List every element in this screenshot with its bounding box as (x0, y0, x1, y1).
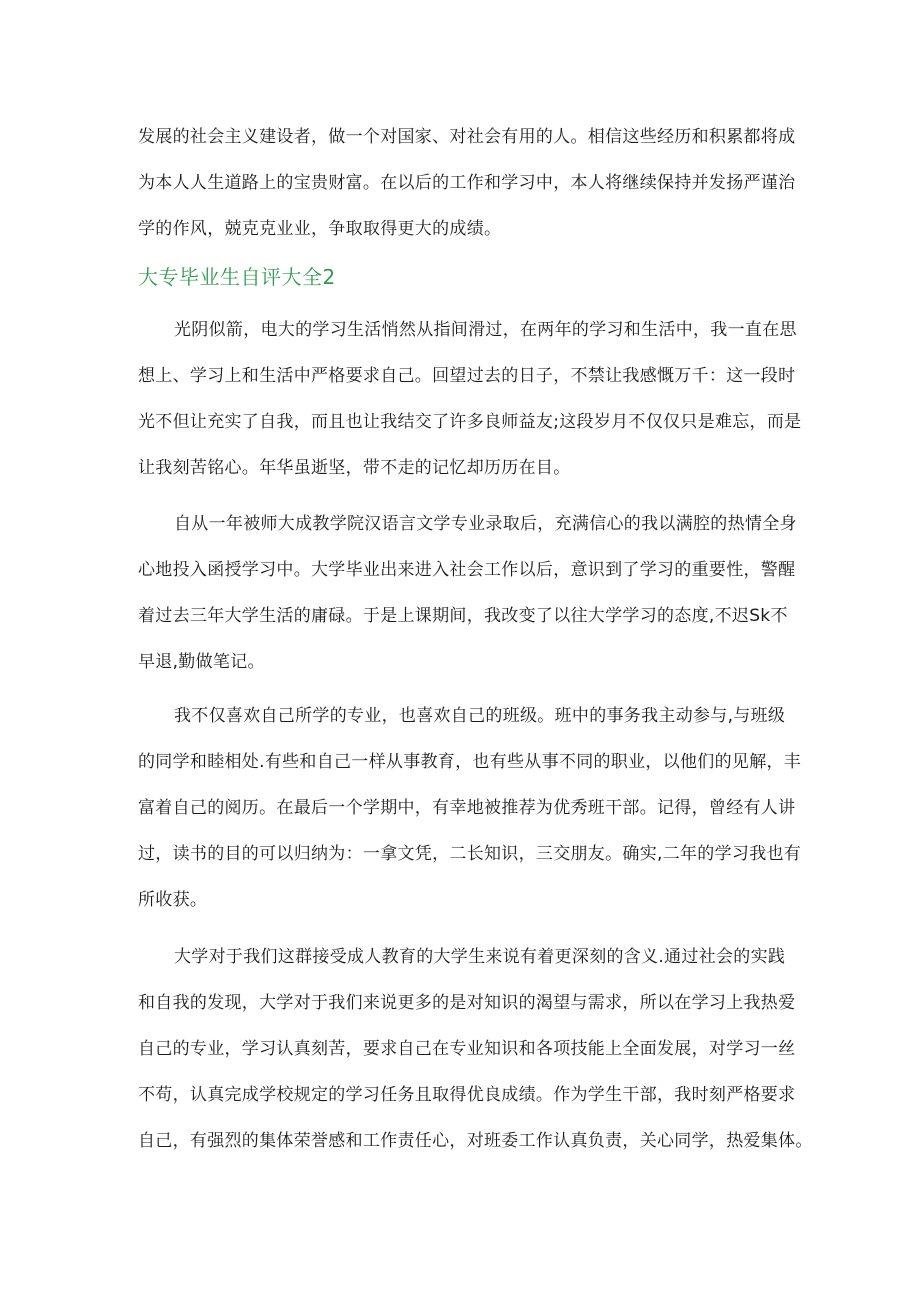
text-line: 自己，有强烈的集体荣誉感和工作责任心，对班委工作认真负责，关心同学，热爱集体。 (138, 1131, 813, 1151)
text-line: 想上、学习上和生活中严格要求自己。回望过去的日子，不禁让我感慨万千：这一段时 (138, 366, 796, 386)
text-line: 所收获。 (138, 890, 208, 910)
text-line: 自从一年被师大成教学院汉语言文学专业录取后，充满信心的我以满腔的热情全身 (174, 514, 797, 534)
text-line: 为本人人生道路上的宝贵财富。在以后的工作和学习中，本人将继续保持并发扬严谨治 (138, 173, 796, 193)
text-line: 的同学和睦相处.有些和自己一样从事教育，也有些从事不同的职业，以他们的见解，丰 (138, 752, 802, 772)
text-line: 发展的社会主义建设者，做一个对国家、对社会有用的人。相信这些经历和积累都将成 (138, 127, 796, 147)
section-title: 大专毕业生自评大全2 (138, 265, 336, 289)
text-line: 光不但让充实了自我，而且也让我结交了许多良师益友;这段岁月不仅仅只是难忘，而是 (138, 412, 802, 432)
text-line: 和自我的发现，大学对于我们来说更多的是对知识的渴望与需求，所以在学习上我热爱 (138, 993, 796, 1013)
paragraph-3 (138, 693, 802, 923)
text-line: 着过去三年大学生活的庸碌。于是上课期间，我改变了以往大学学习的态度,不迟Sk不 (138, 606, 788, 626)
text-line: 不苟，认真完成学校规定的学习任务且取得优良成绩。作为学生干部，我时刻严格要求 (138, 1085, 796, 1105)
text-line: 过，读书的目的可以归纳为：一拿文凭，二长知识，三交朋友。确实,二年的学习我也有 (138, 844, 802, 864)
text-line: 早退,勤做笔记。 (138, 652, 265, 672)
intro-paragraph (138, 114, 798, 252)
text-line: 学的作风，兢克克业业，争取取得更大的成绩。 (138, 219, 502, 239)
text-line: 富着自己的阅历。在最后一个学期中，有幸地被推荐为优秀班干部。记得，曾经有人讲 (138, 798, 796, 818)
text-line: 大学对于我们这群接受成人教育的大学生来说有着更深刻的含义.通过社会的实践 (174, 947, 786, 967)
paragraph-4 (138, 934, 813, 1164)
paragraph-1 (138, 307, 802, 491)
text-line: 我不仅喜欢自己所学的专业，也喜欢自己的班级。班中的事务我主动参与,与班级 (174, 706, 786, 726)
text-line: 自己的专业，学习认真刻苦，要求自己在专业知识和各项技能上全面发展，对学习一丝 (138, 1039, 796, 1059)
text-line: 光阴似箭，电大的学习生活悄然从指间滑过，在两年的学习和生活中，我一直在思 (174, 320, 797, 340)
text-line: 心地投入函授学习中。大学毕业出来进入社会工作以后，意识到了学习的重要性，警醒 (138, 560, 796, 580)
text-line: 让我刻苦铭心。年华虽逝坚，带不走的记忆却历历在目。 (138, 458, 571, 478)
paragraph-2 (138, 501, 798, 685)
